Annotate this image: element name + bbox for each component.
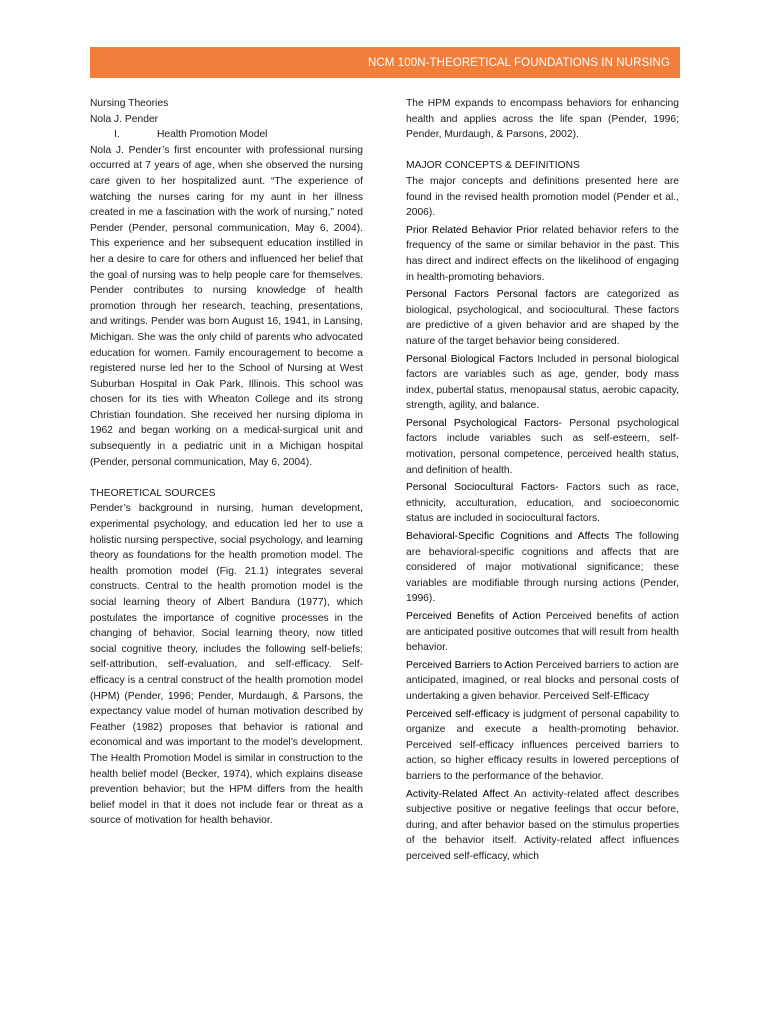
concept-term: Personal Psychological Factors- [406, 417, 562, 429]
section-heading [90, 127, 363, 143]
concept-text: The following are behavioral-specific cognitions and affects that are considered of major motivational significance; these variables are modifiable through nursing actions (Pender, 1996). [406, 531, 679, 605]
concepts-intro: The major concepts and definitions presented here are found in the revised health promotion model (Pender et al., 2006). [406, 175, 679, 219]
heading-nursing-theories: Nursing Theories [90, 98, 169, 109]
concept-text: Factors such as race, ethnicity, acculturation, education, and socioeconomic status are included in sociocultural factors. [406, 482, 679, 525]
concept-text: Perceived benefits of action are anticipated positive outcomes that will result from health behavior. [406, 611, 679, 654]
concept-text: An activity-related affect describes subjective positive or negative feelings that occur before, during, and after behavior based on the stimulus properties of the behavior itself. Activity-related affect influences perceived self-efficacy, which [406, 788, 680, 862]
sources-heading: THEORETICAL SOURCES [90, 487, 216, 499]
concept-term: Personal Sociocultural Factors- [406, 482, 559, 494]
hpm-intro-paragraph: The HPM expands to encompass behaviors for enhancing health and applies across the life span (Pender, 1996; Pender, Murdaugh, & Parsons, 2002). [406, 98, 679, 141]
concept-text: related behavior refers to the frequency of the same or similar behavior in the past. This has direct and indirect effects on the likelihood of engaging in health-promoting behaviors. [406, 224, 679, 283]
concept-term: Behavioral-Specific Cognitions and Affects [406, 531, 610, 543]
concept-text: is judgment of personal capability to organize and execute a health-promoting behavior. Perceived self-efficacy influences perceived barriers to action, so higher efficacy results in lowered perceptions of barriers to the performance of the behavior. [406, 708, 679, 782]
concept-term: Personal Biological Factors [406, 353, 534, 365]
concept-prior-related-behavior [406, 223, 679, 285]
concept-term: Perceived Barriers to Action [406, 659, 534, 671]
concept-perceived-barriers [406, 658, 679, 705]
concept-term: Prior Related Behavior Prior [406, 224, 539, 236]
concept-personal-biological-factors [406, 352, 679, 414]
concept-text: Included in personal biological factors are variables such as age, gender, body mass index, pubertal status, menopausal status, aerobic capacity, strength, agility, and balance. [406, 353, 679, 412]
concept-activity-related-affect [406, 787, 679, 865]
section-title: Health Promotion Model [157, 129, 268, 141]
concept-term: Perceived Benefits of Action [406, 611, 541, 622]
left-column [90, 96, 363, 829]
concept-text: Perceived barriers to action are anticipated, imagined, or real blocks and personal costs of undertaking a given behavior. Perceived Self-Efficacy [406, 659, 680, 702]
concept-perceived-benefits [406, 609, 679, 656]
sources-paragraph: Pender’s background in nursing, human development, experimental psychology, and education led her to use a holistic nursing perspective, social psychology, and learning theory as foundations for the health promotion model. The health promotion model (Fig. 21.1) integrates several constructs. Central to the health promotion model is the social learning theory of Albert Bandura (1977), which postulates the importance of cognitive processes in the changing of behavior. Social learning theory, now titled social cognitive theory, includes the following self-beliefs: self-attribution, self-evaluation, and self-efficacy. Self-efficacy is a central construct of the health promotion model (HPM) (Pender, 1996; Pender, Murdaugh, & Parsons, the expectancy value model of human motivation described by Feather (1982) proposes that behavior is rational and economical and was important to the model’s development. The Health Promotion Model is similar in construction to the health belief model (Becker, 1974), which explains disease prevention behavior; but the HPM differs from the health belief model in that it does not include fear or threat as a source of motivation for health behavior. [90, 503, 363, 827]
concept-behavioral-specific-cognitions [406, 529, 679, 607]
concept-perceived-self-efficacy [406, 707, 679, 785]
header-bar [90, 47, 680, 78]
concept-text: Personal psychological factors include variables such as self-esteem, self-motivation, personal competence, perceived health status, and definition of health. [406, 417, 679, 476]
concepts-heading: MAJOR CONCEPTS & DEFINITIONS [406, 160, 580, 172]
concept-term: Activity-Related Affect [406, 788, 509, 800]
concept-personal-sociocultural-factors [406, 480, 679, 527]
concept-term: Personal Factors Personal factors [406, 289, 577, 301]
header-title: NCM 100N-THEORETICAL FOUNDATIONS IN NURSING [367, 56, 670, 69]
right-column [406, 96, 679, 867]
section-number: I. [114, 129, 120, 141]
intro-paragraph: Nola J. Pender’s first encounter with professional nursing occurred at 7 years of age, when she observed the nursing care given to her hospitalized aunt. “The experience of watching the nurses caring for my aunt in her illness created in me a fascination with the work of nursing,” noted Pender (Pender, personal communication, May 6, 2004). This experience and her subsequent education instilled in her a desire to care for others and influenced her belief that the goal of nursing was to help people care for themselves. Pender contributes to nursing knowledge of health promotion through her research, teaching, presentations, and writings. Pender was born August 16, 1941, in Lansing, Michigan. She was the only child of parents who advocated education for women. Family encouragement to become a registered nurse led her to the School of Nursing at West Suburban Hospital in Oak Park, Illinois. This school was chosen for its ties with Wheaton College and its strong Christian foundation. She received her nursing diploma in 1962 and began working on a medical-surgical unit and subsequently in a pediatric unit in a Michigan hospital (Pender, personal communication, May 6, 2004). [90, 144, 363, 468]
concept-text: are categorized as biological, psychological, and sociocultural. These factors are predictive of a given behavior and are shaped by the nature of the target behavior being considered. [406, 289, 680, 347]
heading-theorist: Nola J. Pender [90, 113, 159, 125]
concept-personal-factors [406, 287, 679, 349]
concept-term: Perceived self-efficacy [406, 708, 510, 720]
concept-personal-psychological-factors [406, 416, 679, 478]
